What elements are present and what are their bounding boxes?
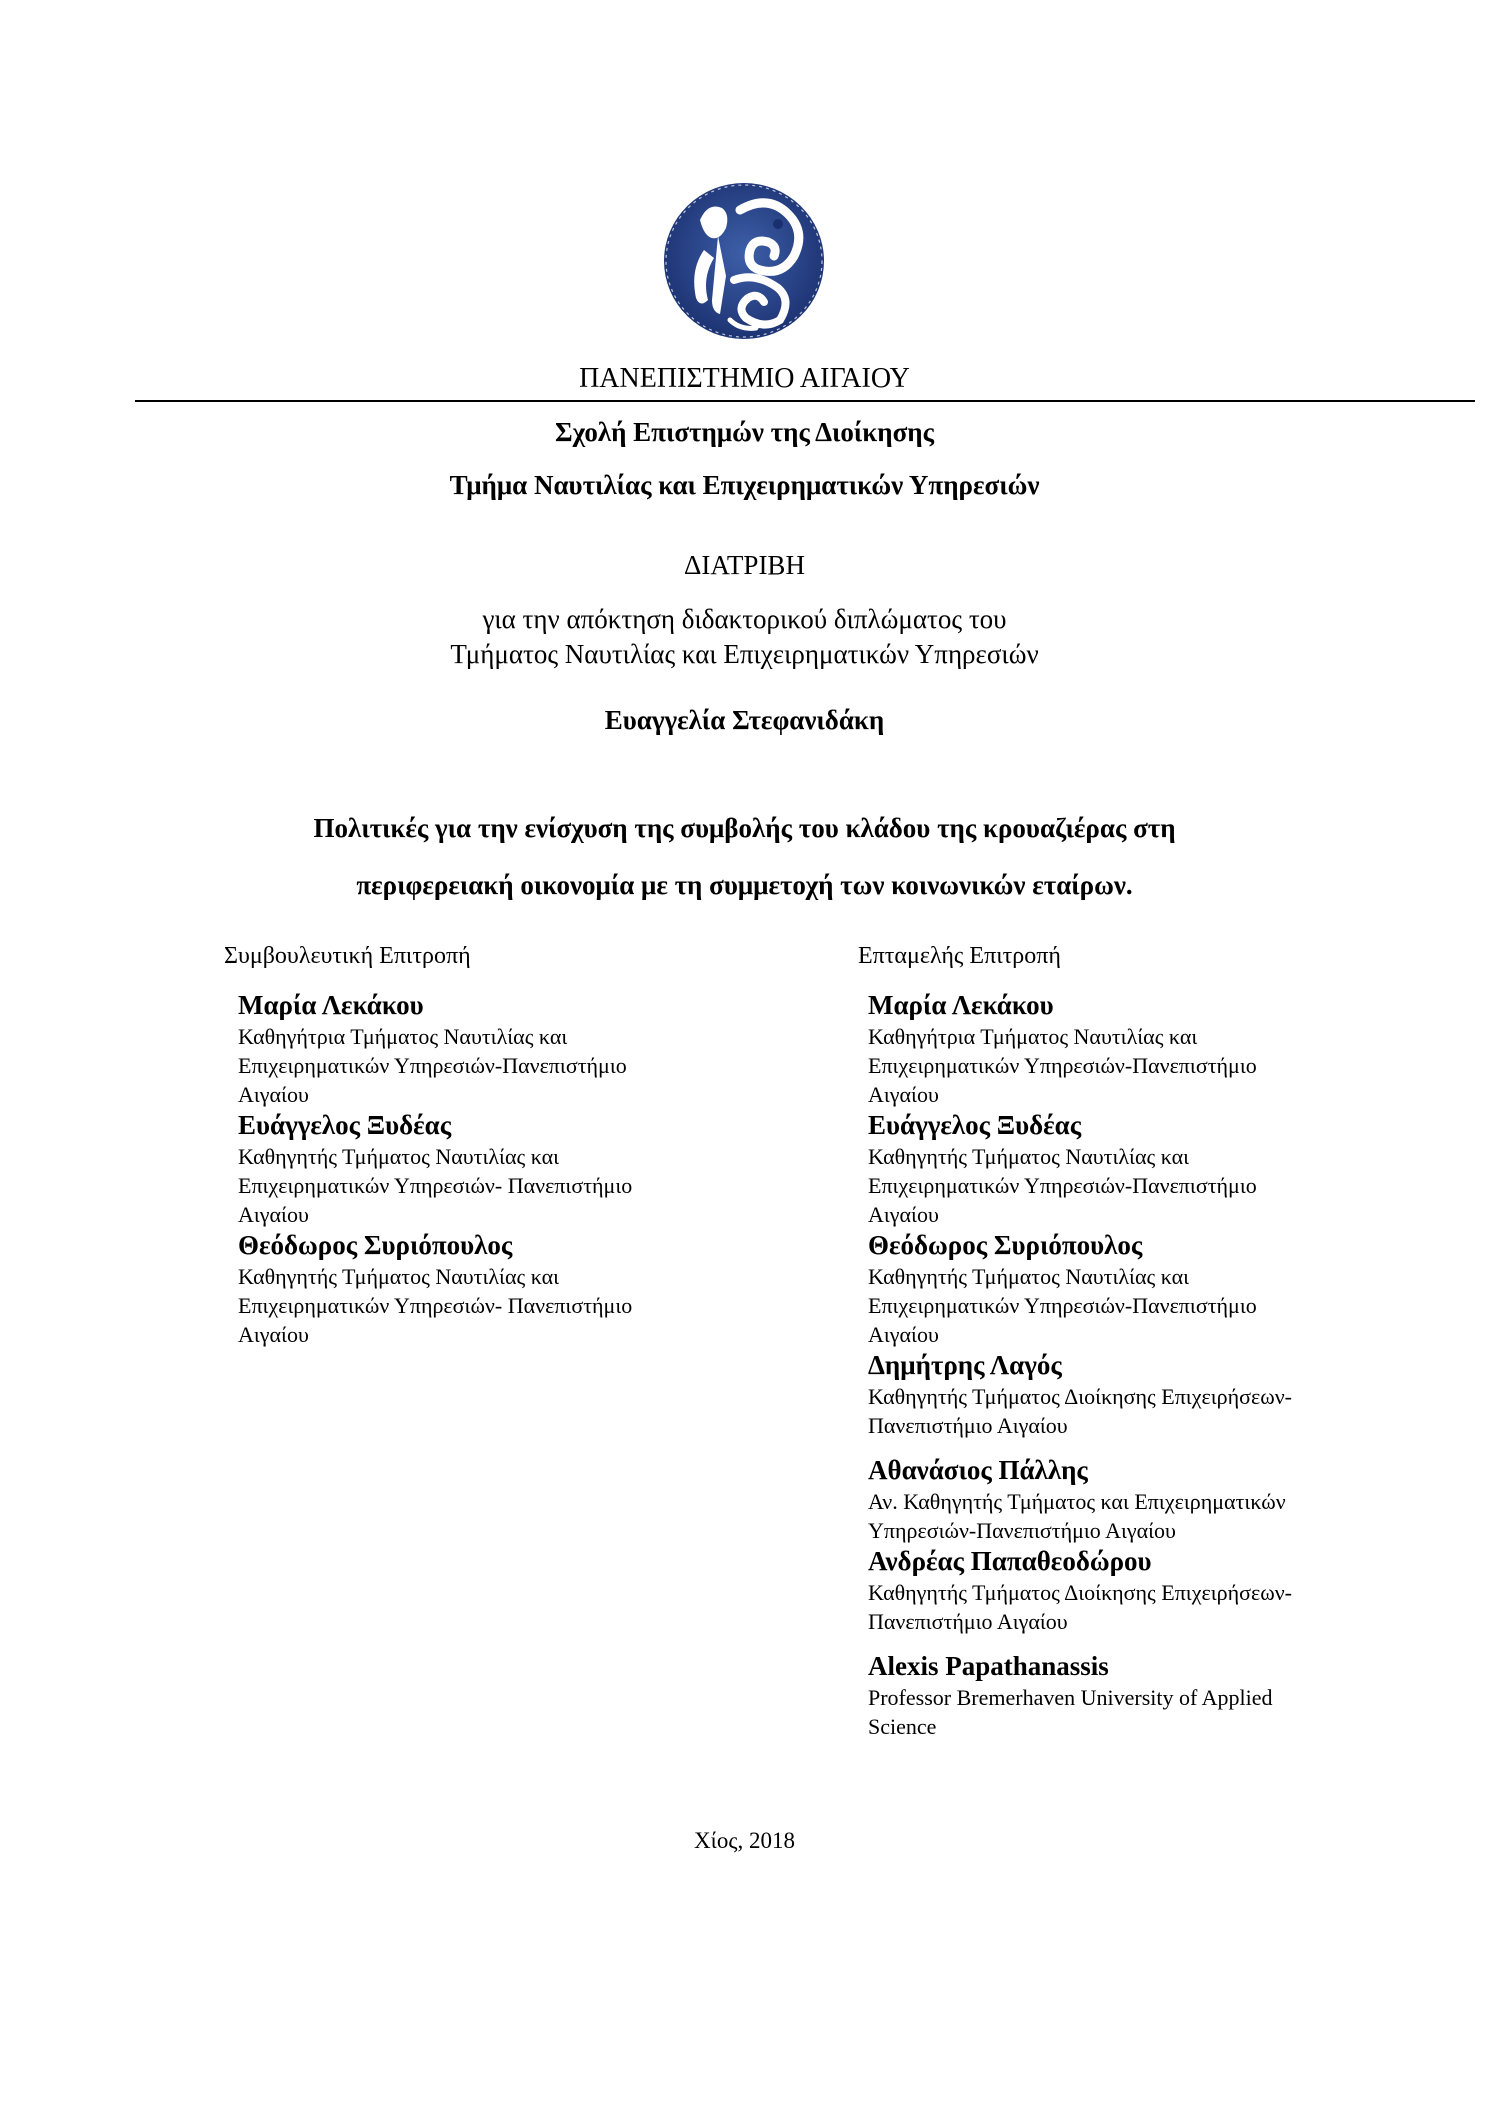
title-line-2: περιφερειακή οικονομία με τη συμμετοχή των κοινωνικών εταίρων. [356, 870, 1133, 900]
committee-member [858, 1650, 1418, 1741]
member-affiliation: Καθηγήτρια Τμήματος Ναυτιλίας και Επιχειρηματικών Υπηρεσιών-Πανεπιστήμιο Αιγαίου [238, 1024, 627, 1107]
member-name: Ευάγγελος Ξυδέας [868, 1110, 1082, 1140]
member-name: Αθανάσιος Πάλλης [868, 1455, 1088, 1485]
examination-committee-heading: Επταμελής Επιτροπή [858, 943, 1061, 969]
member-affiliation: Καθηγητής Τμήματος Ναυτιλίας και Επιχειρηματικών Υπηρεσιών-Πανεπιστήμιο Αιγαίου [868, 1264, 1257, 1347]
member-name: Θεόδωρος Συριόπουλος [868, 1230, 1143, 1260]
member-affiliation: Καθηγητής Τμήματος Ναυτιλίας και Επιχειρηματικών Υπηρεσιών- Πανεπιστήμιο Αιγαίου [238, 1144, 633, 1227]
advisory-committee-heading: Συμβουλευτική Επιτροπή [224, 943, 471, 969]
dissertation-title [0, 800, 1489, 914]
header-divider [135, 400, 1475, 402]
committee-member [858, 1545, 1418, 1636]
member-affiliation: Αν. Καθηγητής Τμήματος και Επιχειρηματικών Υπηρεσιών-Πανεπιστήμιο Αιγαίου [868, 1489, 1286, 1543]
university-seal-icon [660, 180, 828, 342]
committee-member [224, 1229, 744, 1349]
member-affiliation: Professor Bremerhaven University of Applied Science [868, 1685, 1273, 1739]
school-name: Σχολή Επιστημών της Διοίκησης [554, 417, 934, 447]
dissertation-purpose [0, 602, 1489, 672]
purpose-line-2: Τμήματος Ναυτιλίας και Επιχειρηματικών Υπηρεσιών [450, 639, 1039, 669]
spacer [858, 1440, 1418, 1454]
author-name: Ευαγγελία Στεφανιδάκη [604, 705, 885, 735]
member-name: Μαρία Λεκάκου [868, 990, 1054, 1020]
member-affiliation: Καθηγητής Τμήματος Ναυτιλίας και Επιχειρηματικών Υπηρεσιών-Πανεπιστήμιο Αιγαίου [868, 1144, 1257, 1227]
committee-member [858, 1109, 1418, 1229]
advisory-committee [224, 942, 744, 1349]
committee-member [224, 989, 744, 1109]
dissertation-label: ΔΙΑΤΡΙΒΗ [684, 550, 805, 580]
member-affiliation: Καθηγητής Τμήματος Ναυτιλίας και Επιχειρηματικών Υπηρεσιών- Πανεπιστήμιο Αιγαίου [238, 1264, 633, 1347]
member-affiliation: Καθηγήτρια Τμήματος Ναυτιλίας και Επιχειρηματικών Υπηρεσιών-Πανεπιστήμιο Αιγαίου [868, 1024, 1257, 1107]
member-name: Alexis Papathanassis [868, 1651, 1109, 1681]
member-name: Θεόδωρος Συριόπουλος [238, 1230, 513, 1260]
committee-member [224, 1109, 744, 1229]
member-name: Δημήτρης Λαγός [868, 1350, 1062, 1380]
department-name: Τμήμα Ναυτιλίας και Επιχειρηματικών Υπηρεσιών [449, 470, 1040, 500]
committee-member [858, 989, 1418, 1109]
member-affiliation: Καθηγητής Τμήματος Διοίκησης Επιχειρήσεων- Πανεπιστήμιο Αιγαίου [868, 1384, 1292, 1438]
university-name: ΠΑΝΕΠΙΣΤΗΜΙΟ ΑΙΓΑΙΟΥ [579, 363, 910, 394]
member-name: Ανδρέας Παπαθεοδώρου [868, 1546, 1152, 1576]
purpose-line-1: για την απόκτηση διδακτορικού διπλώματος του [482, 604, 1007, 634]
member-name: Ευάγγελος Ξυδέας [238, 1110, 452, 1140]
committee-member [858, 1454, 1418, 1545]
member-name: Μαρία Λεκάκου [238, 990, 424, 1020]
place-and-date: Χίος, 2018 [694, 1828, 795, 1853]
member-affiliation: Καθηγητής Τμήματος Διοίκησης Επιχειρήσεων- Πανεπιστήμιο Αιγαίου [868, 1580, 1292, 1634]
title-line-1: Πολιτικές για την ενίσχυση της συμβολής του κλάδου της κρουαζιέρας στη [313, 813, 1176, 843]
spacer [858, 1636, 1418, 1650]
committee-member [858, 1229, 1418, 1349]
examination-committee [858, 942, 1418, 1741]
committee-member [858, 1349, 1418, 1440]
